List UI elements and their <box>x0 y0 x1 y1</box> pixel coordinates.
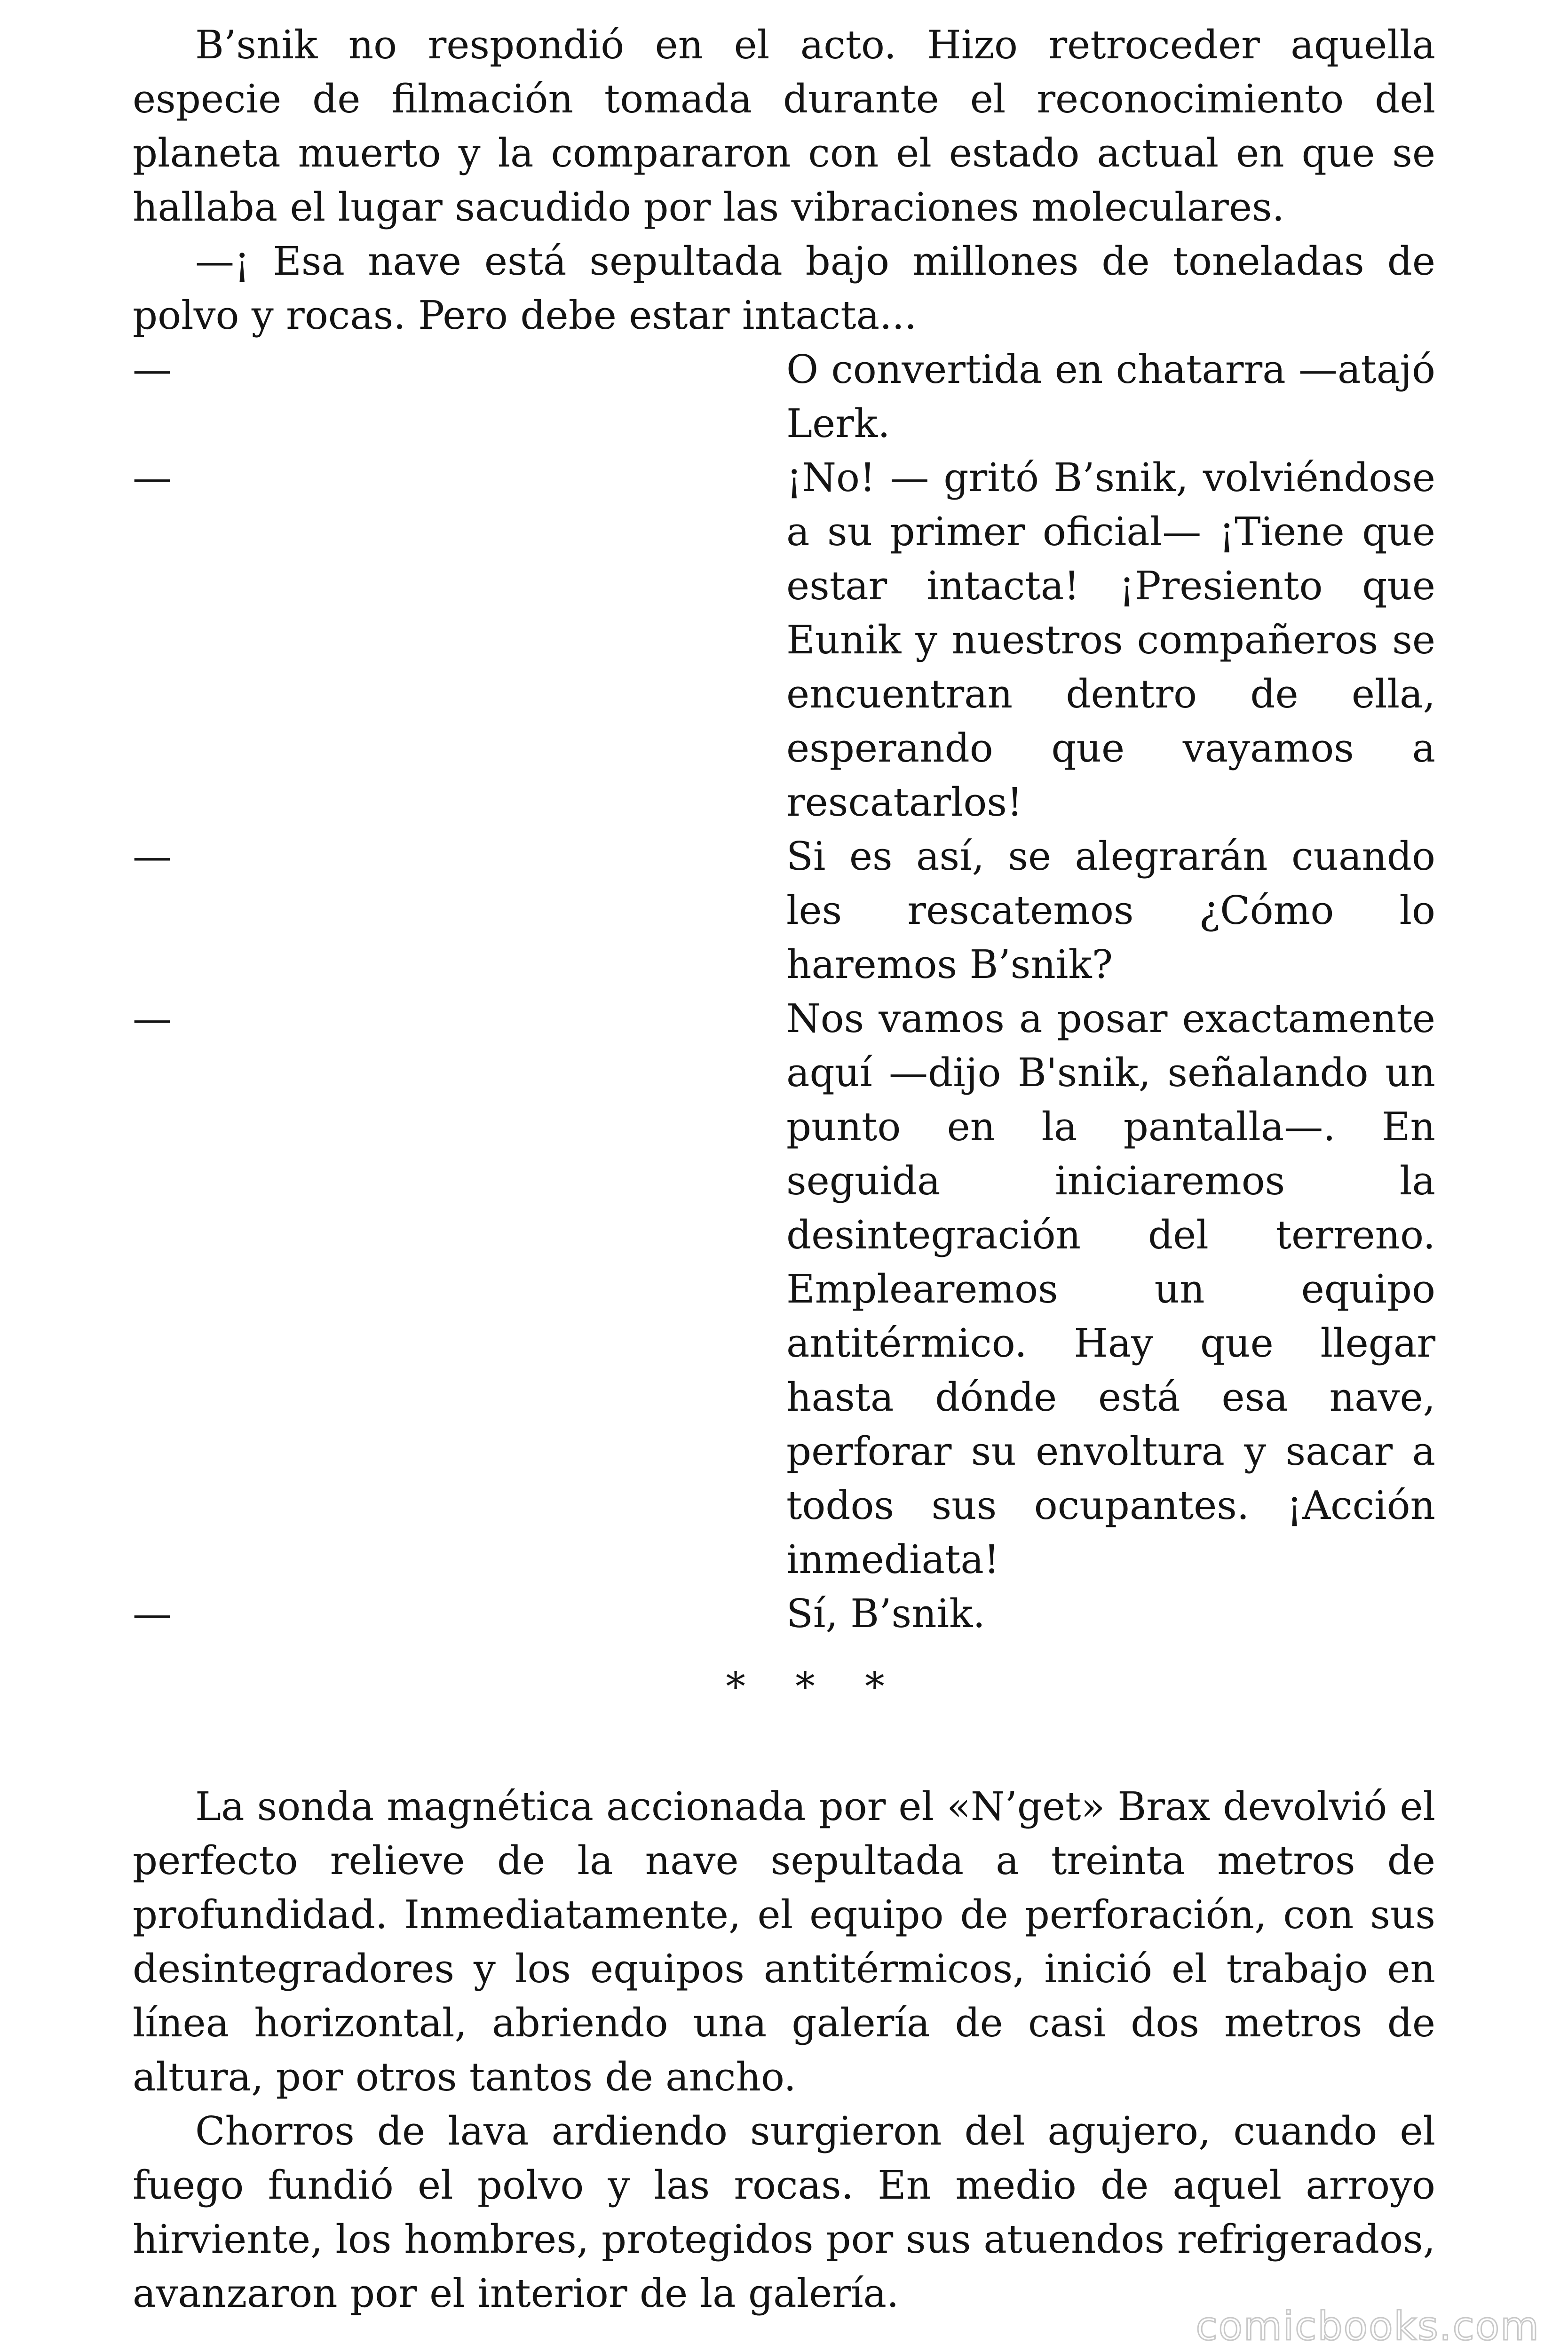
dialogue-text: ¡No! — gritó B’snik, volviéndose a su primer oficial— ¡Tiene que estar intacta! ¡Presiento que Eunik y nuestros compañeros se encuentran dentro de ella, esperando que vayamos a rescatarlos! <box>786 455 1435 825</box>
dialogue-dash: — <box>133 996 172 1041</box>
dialogue-line-3 <box>133 829 1435 992</box>
paragraph-1: B’snik no respondió en el acto. Hizo retroceder aquella especie de filmación tomada durante el reconocimiento del planeta muerto y la compararon con el estado actual en que se hallaba el lugar sacudido por las vibraciones moleculares. <box>133 22 1435 230</box>
watermark: comicbooks.com <box>1196 2303 1540 2349</box>
dialogue-text: Nos vamos a posar exactamente aquí —dijo B'snik, señalando un punto en la pantalla—. En seguida iniciaremos la desintegración del terreno. Emplearemos un equipo antitérmico. Hay que llegar hasta dónde está esa nave, perforar su envoltura y sacar a todos sus ocupantes. ¡Acción inmediata! <box>786 996 1435 1582</box>
dialogue-dash: — <box>133 834 172 879</box>
dialogue-line-5 <box>133 1587 1435 1641</box>
dialogue-dash: — <box>133 455 172 501</box>
dialogue-line-2 <box>133 451 1435 829</box>
dialogue-text: Sí, B’snik. <box>786 1591 985 1637</box>
dialogue-dash: — <box>133 347 172 392</box>
paragraph-4: Chorros de lava ardiendo surgieron del agujero, cuando el fuego fundió el polvo y las rocas. En medio de aquel arroyo hirviente, los hombres, protegidos por sus atuendos refrigerados, avanzaron por el interior de la galería. <box>133 2108 1435 2316</box>
dialogue-line-1 <box>133 342 1435 451</box>
dialogue-text: O convertida en chatarra —atajó Lerk. <box>786 347 1435 446</box>
dialogue-dash: — <box>133 1591 172 1637</box>
scene-separator: * * * <box>726 1664 903 1709</box>
dialogue-text: Si es así, se alegrarán cuando les rescatemos ¿Cómo lo haremos B’snik? <box>786 834 1435 987</box>
dialogue-line-4 <box>133 992 1435 1587</box>
paragraph-2: —¡ Esa nave está sepultada bajo millones de toneladas de polvo y rocas. Pero debe estar intacta... <box>133 238 1435 338</box>
text-column <box>133 18 1435 2320</box>
paragraph-3: La sonda magnética accionada por el «N’get» Brax devolvió el perfecto relieve de la nave sepultada a treinta metros de profundidad. Inmediatamente, el equipo de perforación, con sus desintegradores y los equipos antitérmicos, inició el trabajo en línea horizontal, abriendo una galería de casi dos metros de altura, por otros tantos de ancho. <box>133 1784 1435 2100</box>
